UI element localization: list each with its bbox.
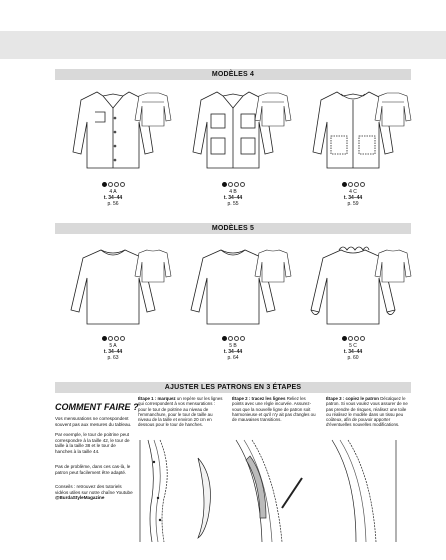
youtube-handle-link[interactable]: @BurdaStyleMagazine [55,495,105,501]
how-to-p2: Par exemple, le tour de poitrine peut correspondre à la taille 42, le tour de taille à la taille 38 et le tour de hanches à la taille 44. [55,432,130,454]
shirt-4a-back-drawing [133,90,173,130]
model-size: t. 34–44 [223,195,243,201]
model-code: 4 B [229,189,237,195]
model-4c[interactable] [303,82,403,207]
modeles-4-panel [55,82,411,220]
model-page: p. 63 [107,355,119,361]
size-dots [63,182,163,189]
size-dots [183,336,283,343]
top-gray-band [0,31,446,59]
model-page: p. 64 [227,355,239,361]
step-2-label: Étape 2 : tracez les lignes [232,396,286,401]
model-page: p. 59 [347,201,359,207]
model-5c[interactable] [303,236,403,361]
model-size: t. 34–44 [343,195,363,201]
model-size: t. 34–44 [103,349,123,355]
top-5b-back-drawing [253,246,293,286]
model-page: p. 55 [227,201,239,207]
model-5b[interactable] [183,236,283,361]
step-2-illustration [232,438,316,542]
model-code: 4 C [349,189,357,195]
step-3 [326,396,412,428]
model-size: t. 34–44 [223,349,243,355]
step-2-text: Reliez les points avec une règle incurvée. Assurez-vous que la nouvelle ligne de patron soit harmonieuse et qu'il n'y ait pas d'angles ou de mauvaises transitions. [232,396,316,423]
model-4b[interactable] [183,82,283,207]
size-dots [63,336,163,343]
jacket-4b-back-drawing [253,90,293,130]
how-to-p1: Vos mensurations ne correspondent souvent pas aux mesures du tableau. [55,416,132,427]
section-header-modeles-5: MODÈLES 5 [55,223,411,234]
step-1-illustration [138,438,222,542]
size-dots [183,182,283,189]
step-1-text: un repère sur les lignes qui correspondent à vos mensurations : pour le tour de poitrine au niveau de l'emmanchure, pour le tour de taille au niveau de la taille et environ 20 cm en dessous pour le tour de hanches. [138,396,223,428]
model-page: p. 60 [347,355,359,361]
section-header-modeles-4: MODÈLES 4 [55,69,411,80]
model-code: 4 A [109,189,117,195]
modeles-5-panel [55,236,411,374]
how-to-p4 [55,484,133,501]
step-2 [232,396,318,422]
model-4a[interactable] [63,82,163,207]
jacket-4c-back-drawing [373,90,413,130]
step-3-illustration [326,438,410,542]
how-to-title: COMMENT FAIRE ? [55,402,139,412]
model-size: t. 34–44 [343,349,363,355]
model-code: 5 A [109,343,117,349]
size-dots [303,182,403,189]
step-1 [138,396,224,428]
model-size: t. 34–44 [103,195,123,201]
top-5c-back-drawing [373,246,413,286]
size-dots [303,336,403,343]
how-to-p3: Pas de problème, dans ces cas-là, le patron peut facilement être adapté. [55,464,131,475]
model-page: p. 56 [107,201,119,207]
step-3-text: Décalquez le patron. Si vous voulez vous assurer de ne pas prendre de risques, réalisez une toile ou réalisez le modèle dans un tissu peu coûteux, afin de pouvoir apporter d'éventuelles nouvelles modifications. [326,396,408,428]
step-1-label: Étape 1 : marquez [138,396,176,401]
tip-text: Conseils : retrouvez des tutoriels vidéos utiles sur notre chaîne Youtube [55,484,133,495]
model-code: 5 C [349,343,357,349]
section-header-ajuster: AJUSTER LES PATRONS EN 3 ÉTAPES [55,382,411,393]
model-5a[interactable] [63,236,163,361]
step-3-label: Étape 3 : copiez le patron [326,396,379,401]
model-code: 5 B [229,343,237,349]
top-5a-back-drawing [133,246,173,286]
